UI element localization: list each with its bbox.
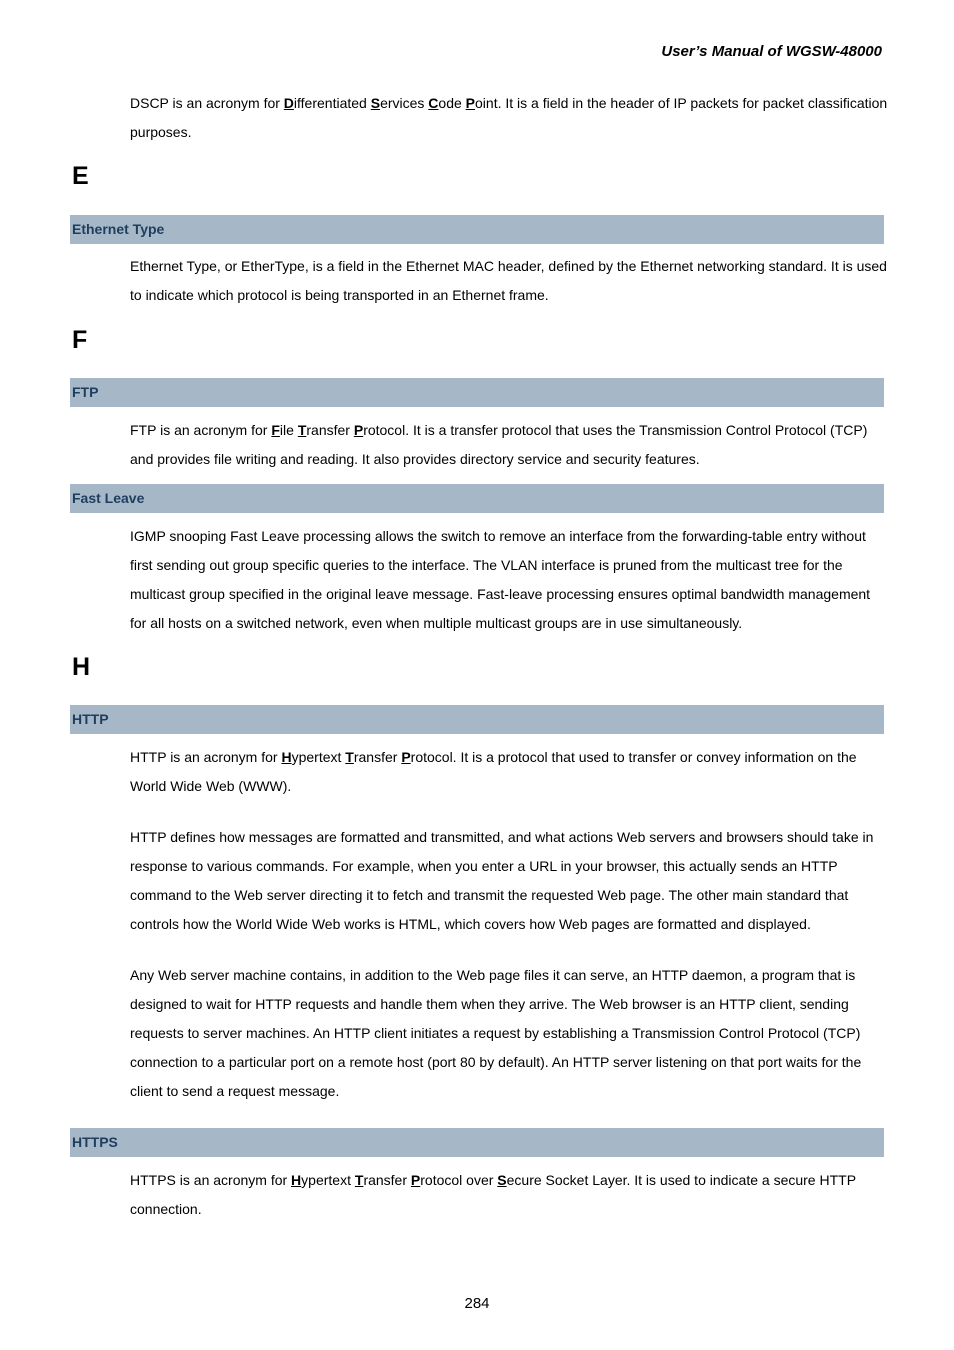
section-letter-f: F [72, 326, 88, 354]
term-bar-https [70, 1128, 884, 1157]
term-bar-http [70, 705, 884, 734]
term-title: FTP [72, 384, 99, 400]
term-title: HTTPS [72, 1134, 118, 1150]
term-bar-ftp [70, 378, 884, 407]
ethernet-type-paragraph: Ethernet Type, or EtherType, is a field in the Ethernet MAC header, defined by the Ethernet networking standard. It is used to indicate which protocol is being transported in an Ethernet frame. [130, 258, 887, 303]
http-paragraph-3: Any Web server machine contains, in addition to the Web page files it can serve, an HTTP daemon, a program that is designed to wait for HTTP requests and handle them when they arrive. The Web browser is an HTTP client, sending requests to server machines. An HTTP client initiates a request by establishing a Transmission Control Protocol (TCP) connection to a particular port on a remote host (port 80 by default). An HTTP server listening on that port waits for the client to send a request message. [130, 967, 862, 1099]
section-letter-e: E [72, 162, 89, 190]
running-header: User’s Manual of WGSW-48000 [661, 43, 882, 60]
section-letter-h: H [72, 653, 91, 681]
ftp-paragraph: FTP is an acronym for File Transfer Protocol. It is a transfer protocol that uses the Transmission Control Protocol (TCP) and provides file writing and reading. It also provides directory service and security features. [130, 422, 868, 467]
term-title: HTTP [72, 711, 109, 727]
term-bar-fast-leave [70, 484, 884, 513]
https-paragraph: HTTPS is an acronym for Hypertext Transfer Protocol over Secure Socket Layer. It is used to indicate a secure HTTP connection. [130, 1172, 856, 1217]
term-title: Fast Leave [72, 490, 145, 506]
http-paragraph-2: HTTP defines how messages are formatted and transmitted, and what actions Web servers and browsers should take in response to various commands. For example, when you enter a URL in your browser, this actually sends an HTTP command to the Web server directing it to fetch and transmit the requested Web page. The other main standard that controls how the World Wide Web works is HTML, which covers how Web pages are formatted and displayed. [130, 829, 874, 932]
term-title: Ethernet Type [72, 221, 165, 237]
page-number: 284 [464, 1295, 490, 1312]
dscp-paragraph: DSCP is an acronym for Differentiated Services Code Point. It is a field in the header of IP packets for packet classification purposes. [130, 95, 888, 140]
http-paragraph-1: HTTP is an acronym for Hypertext Transfer Protocol. It is a protocol that used to transfer or convey information on the World Wide Web (WWW). [130, 749, 857, 794]
term-bar-ethernet-type [70, 215, 884, 244]
fast-leave-paragraph: IGMP snooping Fast Leave processing allows the switch to remove an interface from the forwarding-table entry without first sending out group specific queries to the interface. The VLAN interface is pruned from the multicast tree for the multicast group specified in the original leave message. Fast-leave processing ensures optimal bandwidth management for all hosts on a switched network, even when multiple multicast groups are in use simultaneously. [130, 528, 871, 631]
